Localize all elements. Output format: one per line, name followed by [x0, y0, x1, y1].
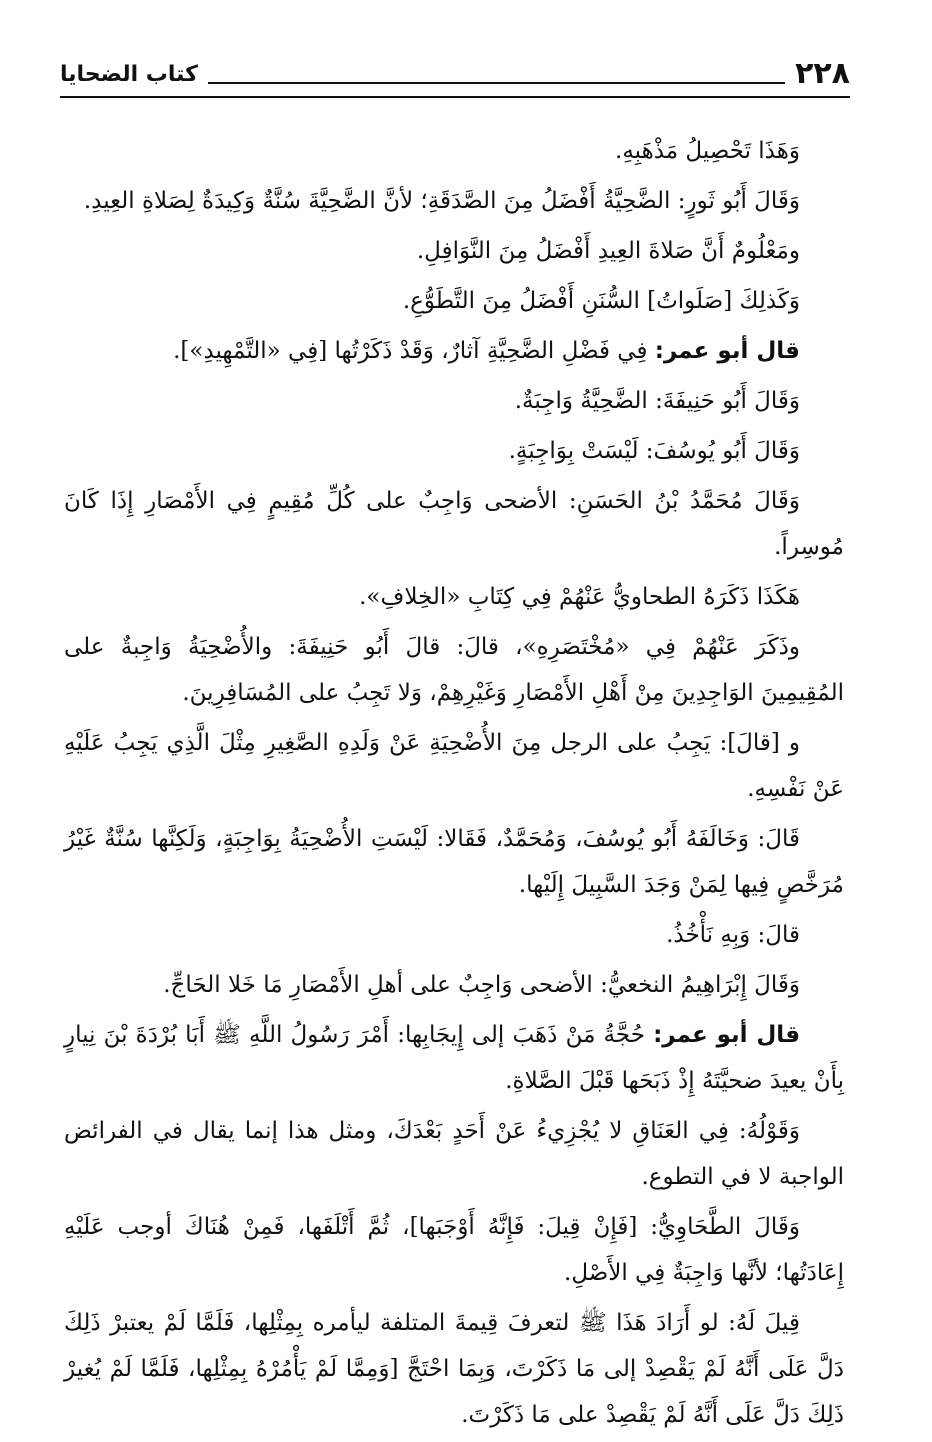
page-number: ٢٢٨	[795, 56, 850, 91]
paragraph-text: وَكَذلِكَ [صَلَواتُ] السُّنَنِ أَفْضَلُ مِنَ التَّطَوُّعِ.	[402, 288, 800, 314]
page-header	[60, 46, 850, 98]
paragraph-text: و [قالَ]: يَجِبُ على الرجل مِنَ الأُضْحِيَةِ عَنْ وَلَدِهِ الصَّغِيرِ مِثْلَ الَّذِي يَجِبُ عَلَيْهِ عَنْ نَفْسِهِ.	[64, 730, 844, 802]
paragraph-text: وَقَالَ الطَّحَاوِيُّ: [فَإِنْ قِيلَ: فَإِنَّهُ أَوْجَبَها]، ثُمَّ أَتْلَفَها، فَمِنْ هُنَاكَ أوجب عَلَيْهِ إِعَادَتُها؛ لأنَّها وَاجِبَةٌ فِي الأَصْلِ.	[64, 1214, 844, 1286]
paragraph	[64, 478, 844, 570]
running-title: كتاب الضحايا	[60, 62, 198, 87]
paragraph	[64, 428, 844, 474]
paragraph-text: وَقَالَ أَبُو يُوسُفَ: لَيْسَتْ بِوَاجِبَةٍ.	[508, 438, 800, 464]
paragraph-text: ومَعْلُومٌ أَنَّ صَلاةَ العِيدِ أَفْضَلُ مِنَ النَّوَافِلِ.	[416, 238, 800, 264]
paragraph-lead: قال أبو عمر:	[654, 338, 800, 364]
paragraph	[64, 624, 844, 716]
paragraph	[64, 574, 844, 620]
paragraph-text: وَهَذَا تَحْصِيلُ مَذْهَبِهِ.	[615, 138, 800, 164]
paragraph-text: فِي فَضْلِ الضَّحِيَّةِ آثارٌ، وَقَدْ ذَكَرْتُها [فِي «التَّمْهِيدِ»].	[173, 338, 655, 364]
header-leader-line	[208, 82, 785, 84]
paragraph-text: وَقَوْلُهُ: فِي العَنَاقِ لا يُجْزِيءُ عَنْ أَحَدٍ بَعْدَكَ، ومثل هذا إنما يقال في الفرائض الواجبة لا في التطوع.	[64, 1118, 844, 1190]
header-rule	[60, 96, 850, 98]
paragraph-lead: قال أبو عمر:	[653, 1022, 801, 1048]
paragraph	[64, 720, 844, 812]
paragraph	[64, 1300, 844, 1438]
paragraph-text: وَقَالَ مُحَمَّدُ بْنُ الحَسَنِ: الأضحى وَاجِبٌ على كُلِّ مُقِيمٍ فِي الأَمْصَارِ إِذَا كَانَ مُوسِراً.	[64, 488, 844, 560]
paragraph	[64, 912, 844, 958]
paragraph	[64, 378, 844, 424]
paragraph	[64, 128, 844, 174]
paragraph	[64, 178, 844, 224]
paragraph	[64, 228, 844, 274]
paragraph	[64, 1204, 844, 1296]
paragraph-text: هَكَذَا ذَكَرَهُ الطحاويُّ عَنْهُمْ فِي كِتَابِ «الخِلافِ».	[359, 584, 800, 610]
paragraph	[64, 1012, 844, 1104]
paragraph	[64, 328, 844, 374]
paragraph-text: وَقَالَ إِبْرَاهِيمُ النخعيُّ: الأضحى وَاجِبٌ على أهلِ الأَمْصَارِ مَا خَلا الحَاجِّ.	[163, 972, 800, 998]
paragraph-text: قالَ: وَبِهِ نَأْخُذُ.	[666, 922, 800, 948]
paragraph-text: قِيلَ لَهُ: لو أَرَادَ هَذَا ﷺ لتعرفَ قِيمةَ المتلفة ليأمره بِمِثْلِها، فَلَمَّا لَمْ يعتبرْ ذَلِكَ دَلَّ عَلَى أَنَّهُ لَمْ يَقْصِدْ إلى مَا ذَكَرْتَ، وَبِمَا احْتَجَّ [وَمِمَّا لَمْ يَأْمُرْهُ بِمِثْلِها، فَلَمَّا لَمْ يُغيرْ ذَلِكَ دَلَّ عَلَى أَنَّهُ لَمْ يَقْصِدْ على مَا ذَكَرْتَ.	[64, 1310, 844, 1428]
body-text	[64, 128, 844, 1442]
paragraph	[64, 278, 844, 324]
paragraph-text: قَالَ: وَخَالَفَهُ أَبُو يُوسُفَ، وَمُحَمَّدٌ، فَقَالا: لَيْسَتِ الأُضْحِيَةُ بِوَاجِبَةٍ، وَلَكِنَّها سُنَّةٌ غَيْرُ مُرَخَّصٍ فِيها لِمَنْ وَجَدَ السَّبِيلَ إِلَيْها.	[64, 826, 844, 898]
paragraph	[64, 816, 844, 908]
paragraph	[64, 962, 844, 1008]
paragraph-text: وذَكَرَ عَنْهُمْ فِي «مُخْتَصَرِهِ»، قالَ: قالَ أَبُو حَنِيفَةَ: والأُضْحِيَةُ وَاجِبةٌ على المُقِيمِينَ الوَاجِدِينَ مِنْ أَهْلِ الأَمْصَارِ وَغَيْرِهِمْ، وَلا تَجِبُ على المُسَافِرِينَ.	[64, 634, 844, 706]
paragraph	[64, 1108, 844, 1200]
paragraph-text: وَقَالَ أَبُو ثَورٍ: الضَّحِيَّةُ أَفْضَلُ مِنَ الصَّدَقَةِ؛ لأنَّ الضَّحِيَّةَ سُنَّةٌ وَكِيدَةٌ لِصَلاةِ العِيدِ.	[83, 188, 800, 214]
paragraph-text: حُجَّةُ مَنْ ذَهَبَ إلى إِيجَابِها: أَمْرَ رَسُولُ اللَّهِ ﷺ أَبَا بُرْدَةَ بْنَ نِيارٍ بِأَنْ يعيدَ ضحيَّتَهُ إِذْ ذَبَحَها قَبْلَ الصَّلاةِ.	[64, 1022, 844, 1094]
paragraph-text: وَقَالَ أَبُو حَنِيفَةَ: الضَّحِيَّةُ وَاجِبَةٌ.	[514, 388, 800, 414]
